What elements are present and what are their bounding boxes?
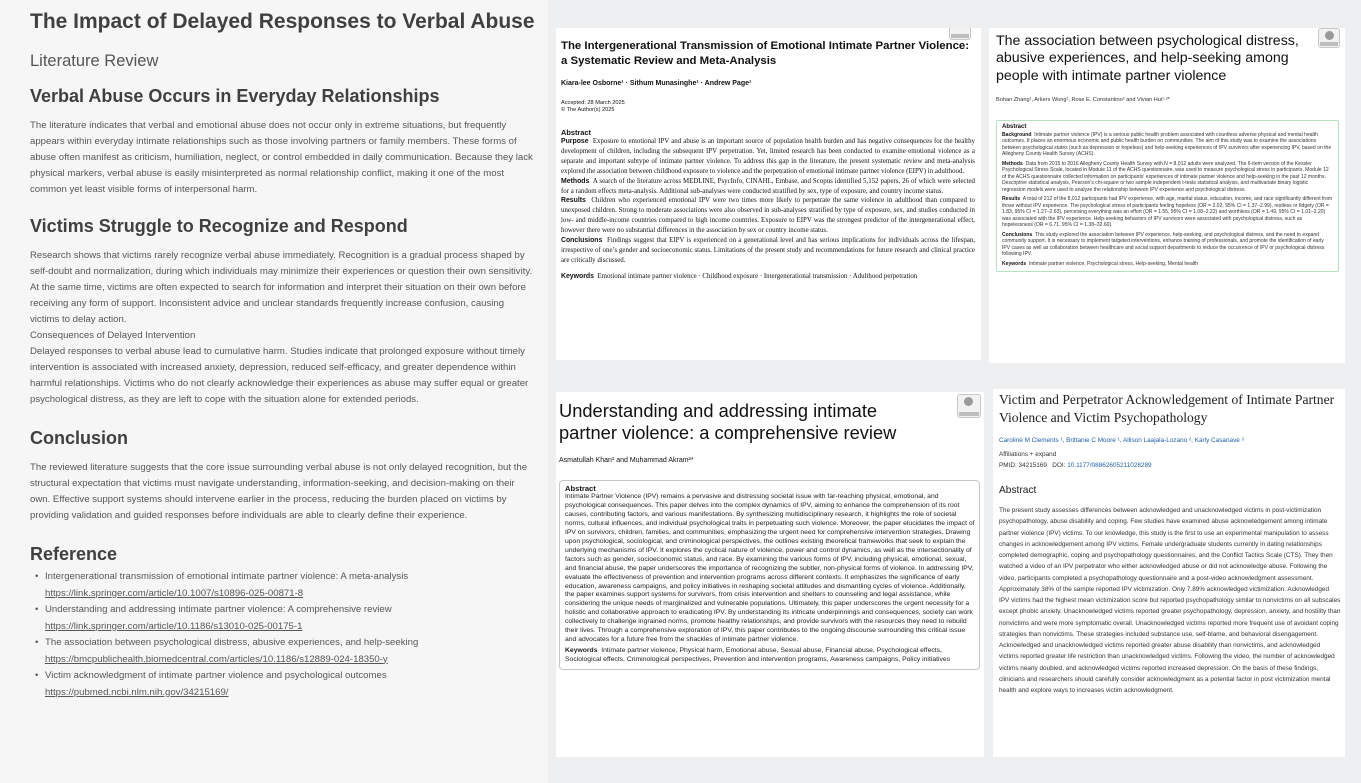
paper-keywords: Keywords Emotional intimate partner violence · Childhood exposure · Intergenerational transmission · Adulthood perpetration — [561, 272, 918, 280]
abstract-heading: Abstract — [999, 485, 1037, 496]
reference-item — [30, 569, 534, 602]
abstract-heading: Abstract — [1002, 123, 1027, 130]
abstract-text: Intimate Partner Violence (IPV) remains a pervasive and distressing societal issue with far-reaching physical, emotional, and psychological consequences. This paper delves into the complex dynamics of IPV, aiming to enhance the comprehension of its root causes, contributing factors, and various manifestations. By synthesizing multidisciplinary research, it highlights the role of societal norms, cultural influences, and individual psychological traits in perpetuating such violence. Moreover, the paper elucidates the impact of IPV on survivors, children, families, and communities, emphasizing the urgent need for comprehensive intervention strategies. Drawing upon psychological, sociological, and criminological perspectives, the outlines existing theoretical frameworks that seek to explain the underlying mechanisms of IPV. It explores the cyclical nature of violence, power and control dynamics, as well as the intersectionality of factors such as gender, socioeconomic status, and race. By examining the various forms of IPV, including physical, emotional, sexual, and financial abuse, the paper underscores the importance of recognizing the subtler, non-physical forms of violence. In addressing IPV, evaluate the effectiveness of prevention and intervention programs across different contexts. It emphasizes the significance of early education, awareness campaigns, and policy initiatives in reshaping societal attitudes and dismantling cycles of violence. Additionally, the paper examines support systems for survivors, from crisis intervention and shelters to counseling and legal assistance, while considering the unique needs of marginalized and vulnerable populations. Ultimately, this paper underscores the urgent necessity for a holistic and collaborative approach to eradicating IPV. By understanding its intricate underpinnings and consequences, society can work collectively to challenge ingrained norms, promote healthy relationships, and provide survivors with the resources they need to rebuild their lives. Through a comprehensive exploration of IPV, this paper contributes to the ongoing discourse surrounding this critical issue and advocates for a future free from the shackles of intimate partner violence. — [565, 493, 975, 644]
section-body-consequences: Delayed responses to verbal abuse lead to cumulative harm. Studies indicate that prolonged exposure without timely intervention is associated with increased anxiety, depression, reduced self-efficacy, and greater dependence within harmful relationships. Victims who do not clearly acknowledge their experiences as abuse may suffer equal or greater psychological distress, as they are left to cope with the situation alone for extended periods. — [30, 346, 529, 405]
review-document — [0, 0, 548, 783]
abstract-conclusions: Conclusions This study explored the association between IPV experience, help-seeking, and psychological distress, and the need to expand community support. It is necessary to implement targeted interventions, enhance training of professionals, and promote the identification of early IPV cases as well as collaboration between healthcare and social support departments to reduce the occurrence of IPV or psychological distress following IPV. — [1002, 231, 1325, 258]
bullet-icon: • — [35, 637, 39, 648]
reference-title: The association between psychological distress, abusive experiences, and help-seeking — [45, 637, 419, 648]
reference-title: Understanding and addressing intimate partner violence: A comprehensive review — [45, 604, 392, 615]
section-heading-recognize: Victims Struggle to Recognize and Respond — [30, 216, 408, 236]
paper-title: Victim and Perpetrator Acknowledgement of Intimate Partner Violence and Victim Psychopathology — [999, 392, 1335, 425]
reference-list — [30, 569, 534, 701]
check-for-updates-icon[interactable] — [1318, 28, 1340, 48]
reference-item — [30, 602, 534, 635]
conclusion-body: The reviewed literature suggests that the core issue surrounding verbal abuse is not only delayed recognition, but the structural expectation that victims must navigate understanding, information-seeking, and decision-making on their own. Effective support systems should intervene earlier in the process, reducing the burden placed on victims by providing validation and guided responses before individuals are able to clearly define their experience. — [30, 462, 528, 521]
reference-title: Victim acknowledgment of intimate partner violence and psychological outcomes — [45, 670, 387, 681]
section-heading-everyday: Verbal Abuse Occurs in Everyday Relationships — [30, 86, 440, 106]
check-for-updates-icon[interactable] — [949, 28, 971, 40]
paper-keywords: Keywords Intimate partner violence, Psychological stress, Help-seeking, Mental health — [1002, 260, 1199, 267]
paper-identifiers — [999, 462, 1341, 469]
reference-link[interactable]: https://link.springer.com/article/10.1186/s13010-025-00175-1 — [45, 620, 303, 632]
paper-title: The association between psychological distress, abusive experiences, and help-seeking among people with intimate partner violence — [996, 33, 1299, 84]
abstract-methods: Methods Data from 2015 to 2016 Allegheny County Health Survey with N = 8,012 adults were analyzed. The 6-item version of the Kessler Psychological Stress Scale, located in Module 11 of the ACHS questionnaire, was used to measure psychological stress in participants. Module 12 of the ACHS questionnaire collected information on participants' experiences of intimate partner violence and help-seeking in the past 12 months. Descriptive statistical analysis, Pearson's chi-square or two sample independent t-tests statistical analysis, and multivariate binary logistic regression models were used to analyze the relationship between IPV experience and psychological distress. — [1002, 160, 1329, 193]
section-subheading-consequences: Consequences of Delayed Intervention — [30, 330, 196, 341]
check-for-updates-icon[interactable] — [957, 394, 981, 418]
reference-title: Intergenerational transmission of emotional intimate partner violence: A meta-analysis — [45, 571, 409, 582]
review-title: The Impact of Delayed Responses to Verbal Abuse — [30, 10, 535, 33]
abstract-text: The present study assesses differences between acknowledged and unacknowledged victims in post-victimization psychopathology, abuse disability and coping. Few studies have examined abuse acknowledgement among intimate partner violence (IPV) victims. To our knowledge, this study is the first to use an experimental manipulation to assess changes in acknowledgement among IPV victims. Female undergraduate students currently in dating relationships completed demographic, coping and psychopathology questionnaires, and the Conflict Tactics Scale (CTS). They then watched a video of an IPV perpetrator who either acknowledged abuse or did not acknowledge abuse. Following the video, participants completed a psychopathology questionnaire and a post-video acknowledgment assessment. Approximately 38% of the sample reported IPV victimization. Only 7.89% acknowledged victimization. Acknowledged IPV victims had the highest mean victimization score but reported psychopathology similar to nonvictims on all subscales except phobic anxiety. Unacknowledged victims reported greater psychopathology, depression, anxiety, and hostility than nonvictims and were more symptomatic overall. Unacknowledged victims reported more frequent use of avoidant coping strategies than nonvictims. These strategies included substance use, self-blame, and behavioral disengagement. Acknowledged and unacknowledged victims reported greater abuse disability than nonvictims, and acknowledged victims reported greater life restriction than unacknowledged victims. Following the video, the number of acknowledged victims nearly doubled, and acknowledged victims reported increased depression. On the basis of these findings, clinicians and researchers should carefully consider acknowledgment as a potential factor in post victimization mental health and explore ways to increases victim acknowledgment. — [999, 507, 1341, 694]
paper-authors[interactable]: Caroline M Clements ¹, Brittanie C Moore ¹, Allison Laajala-Lozano ², Karly Casanave ³ — [999, 437, 1244, 444]
section-body-everyday: The literature indicates that verbal and emotional abuse does not occur only in extreme situations, but frequently appears within everyday intimate relationships such as those involving partners or family members. These forms of abuse often manifest as criticism, humiliation, neglect, or control embedded in daily communication. Because they lack physical markers, verbal abuse is easily misinterpreted as normal relationship conflict, making it one of the most common yet least visible forms of interpersonal harm. — [30, 120, 533, 195]
abstract-purpose: Purpose Exposure to emotional IPV and abuse is an important source of population health burden and has negative consequences for the healthy development of children, including the subsequent IPV perpetration. Yet, limited research has been conducted to examine emotional violence as a separate and important subtype of intimate partner violence. To address this gap in the literature, the present systematic review and meta-analysis explored the association between childhood exposure to violence and the perpetration of emotional intimate partner violence (EIPV) in adulthood. — [561, 138, 975, 175]
reference-link[interactable]: https://link.springer.com/article/10.1007/s10896-025-00871-8 — [45, 587, 304, 599]
abstract-results: Results A total of 212 of the 8,012 participants had IPV experience, with age, marital status, education, income, and race significantly different from those without IPV experience. The psychological stress of participants feeling hopeless (OR = 2.02, 95% CI = 1.37–2.99), restless or fidgety (OR = 1.83, 95% CI = 1.27–2.63), perceiving everything was an effort (OR = 1.55, 95% CI = 1.08–2.22) and worthless (OR = 1.49, 95% CI = 1.01–2.20) was associated with the IPV experience. Help-seeking behaviors of IPV survivors were associated with psychological distress, such as hopelessness (OR = 6.71, 95% CI = 1.38–32.60). — [1002, 196, 1333, 229]
abstract-conclusions: Conclusions Findings suggest that EIPV is experienced on a generational level and has serious implications for individuals across the lifespan, irrespective of one’s gender and socioeconomic status. Limitations of the present study and recommendations for future research and clinical practice are critically discussed. — [561, 237, 975, 264]
paper-card-help-seeking — [989, 28, 1345, 363]
pmid: PMID: 34215169 — [999, 462, 1047, 469]
section-body-recognize: Research shows that victims rarely recognize verbal abuse immediately. Recognition is a gradual process shaped by self-doubt and normalization, during which individuals may minimize their experiences or question their own sensitivity. At the same time, victims are often expected to search for information and interpret their situation on their own before receiving any form of support. Inconsistent advice and unclear standards frequently increase confusion, causing victims to delay action. — [30, 250, 533, 325]
bullet-icon: • — [35, 670, 39, 681]
affiliations-expand[interactable]: Affiliations + expand — [999, 451, 1057, 458]
reference-item — [30, 668, 534, 701]
reference-item — [30, 635, 534, 668]
doi-label: DOI: — [1052, 462, 1066, 469]
paper-title: The Intergenerational Transmission of Emotional Intimate Partner Violence: a Systematic Review and Meta-Analysis — [561, 40, 970, 67]
abstract-box — [996, 120, 1339, 273]
doi-link[interactable]: 10.1177/08862605211028289 — [1067, 462, 1152, 469]
paper-title: Understanding and addressing intimate partner violence: a comprehensive review — [559, 400, 897, 443]
abstract-background: Background Intimate partner violence (IPV) is a serious public health problem associated with countless adverse physical and mental health outcomes. It places an enormous economic and public health burden on communities. The aim of this study was to examine the associations between psychological states (such as depression or hopeless) and help-seeking experiences of IPV survivors after experiencing IPV, based on the Allegheny County Health Survey (ACHS). — [1002, 131, 1332, 158]
abstract-heading: Abstract — [565, 484, 596, 493]
bullet-icon: • — [35, 571, 39, 582]
abstract-methods: Methods A search of the literature across MEDLINE, PsycInfo, CINAHL, Embase, and Scopus identified 5,152 papers, 26 of which were selected for a random effects meta-analysis. Additional sub-analyses were conducted stratified by sex, type of exposure, and country income status. — [561, 177, 975, 195]
abstract-results: Results Children who experienced emotional IPV were two times more likely to perpetrate the same violence in adulthood than compared to unexposed children. Strong to moderate associations were also observed in sub-analyses stratified by type of exposure, sex, and studies conducted in low- and middle-income countries compared to high income countries. Exposure to EIPV was the strongest predictor of the intergenerational effect, however there were no substantial differences in the association by sex or country income status. — [561, 197, 975, 235]
paper-card-intergenerational — [556, 28, 981, 360]
paper-authors: Kiara-lee Osborne¹ · Sithum Munasinghe¹ · Andrew Page¹ — [561, 80, 752, 87]
paper-copyright: © The Author(s) 2025 — [561, 107, 615, 113]
reference-link[interactable]: https://bmcpublichealth.biomedcentral.com/articles/10.1186/s12889-024-18350-y — [45, 653, 388, 665]
paper-card-acknowledgement — [993, 389, 1345, 757]
conclusion-heading: Conclusion — [30, 428, 128, 448]
bullet-icon: • — [35, 604, 39, 615]
paper-authors: Bohan Zhang¹, Arkers Wong¹, Rose E. Constantino² and Vivian Hui¹·²* — [996, 96, 1170, 103]
reference-heading: Reference — [30, 544, 118, 564]
reference-link[interactable]: https://pubmed.ncbi.nlm.nih.gov/34215169/ — [45, 686, 229, 698]
paper-authors: Asmatullah Khan¹ and Muhammad Akram²* — [559, 457, 694, 464]
abstract-box — [559, 480, 980, 670]
abstract-heading: Abstract — [561, 128, 591, 137]
paper-keywords: Keywords Intimate partner violence, Physical harm, Emotional abuse, Sexual abuse, Financial abuse, Psychological effects, Sociological effects, Criminological perspectives, Prevention and intervention programs, Awareness campaigns, Policy initiatives — [565, 647, 951, 664]
paper-accepted-date: Accepted: 28 March 2025 — [561, 100, 625, 106]
review-subtitle: Literature Review — [30, 52, 159, 70]
paper-card-comprehensive-review — [556, 392, 984, 757]
